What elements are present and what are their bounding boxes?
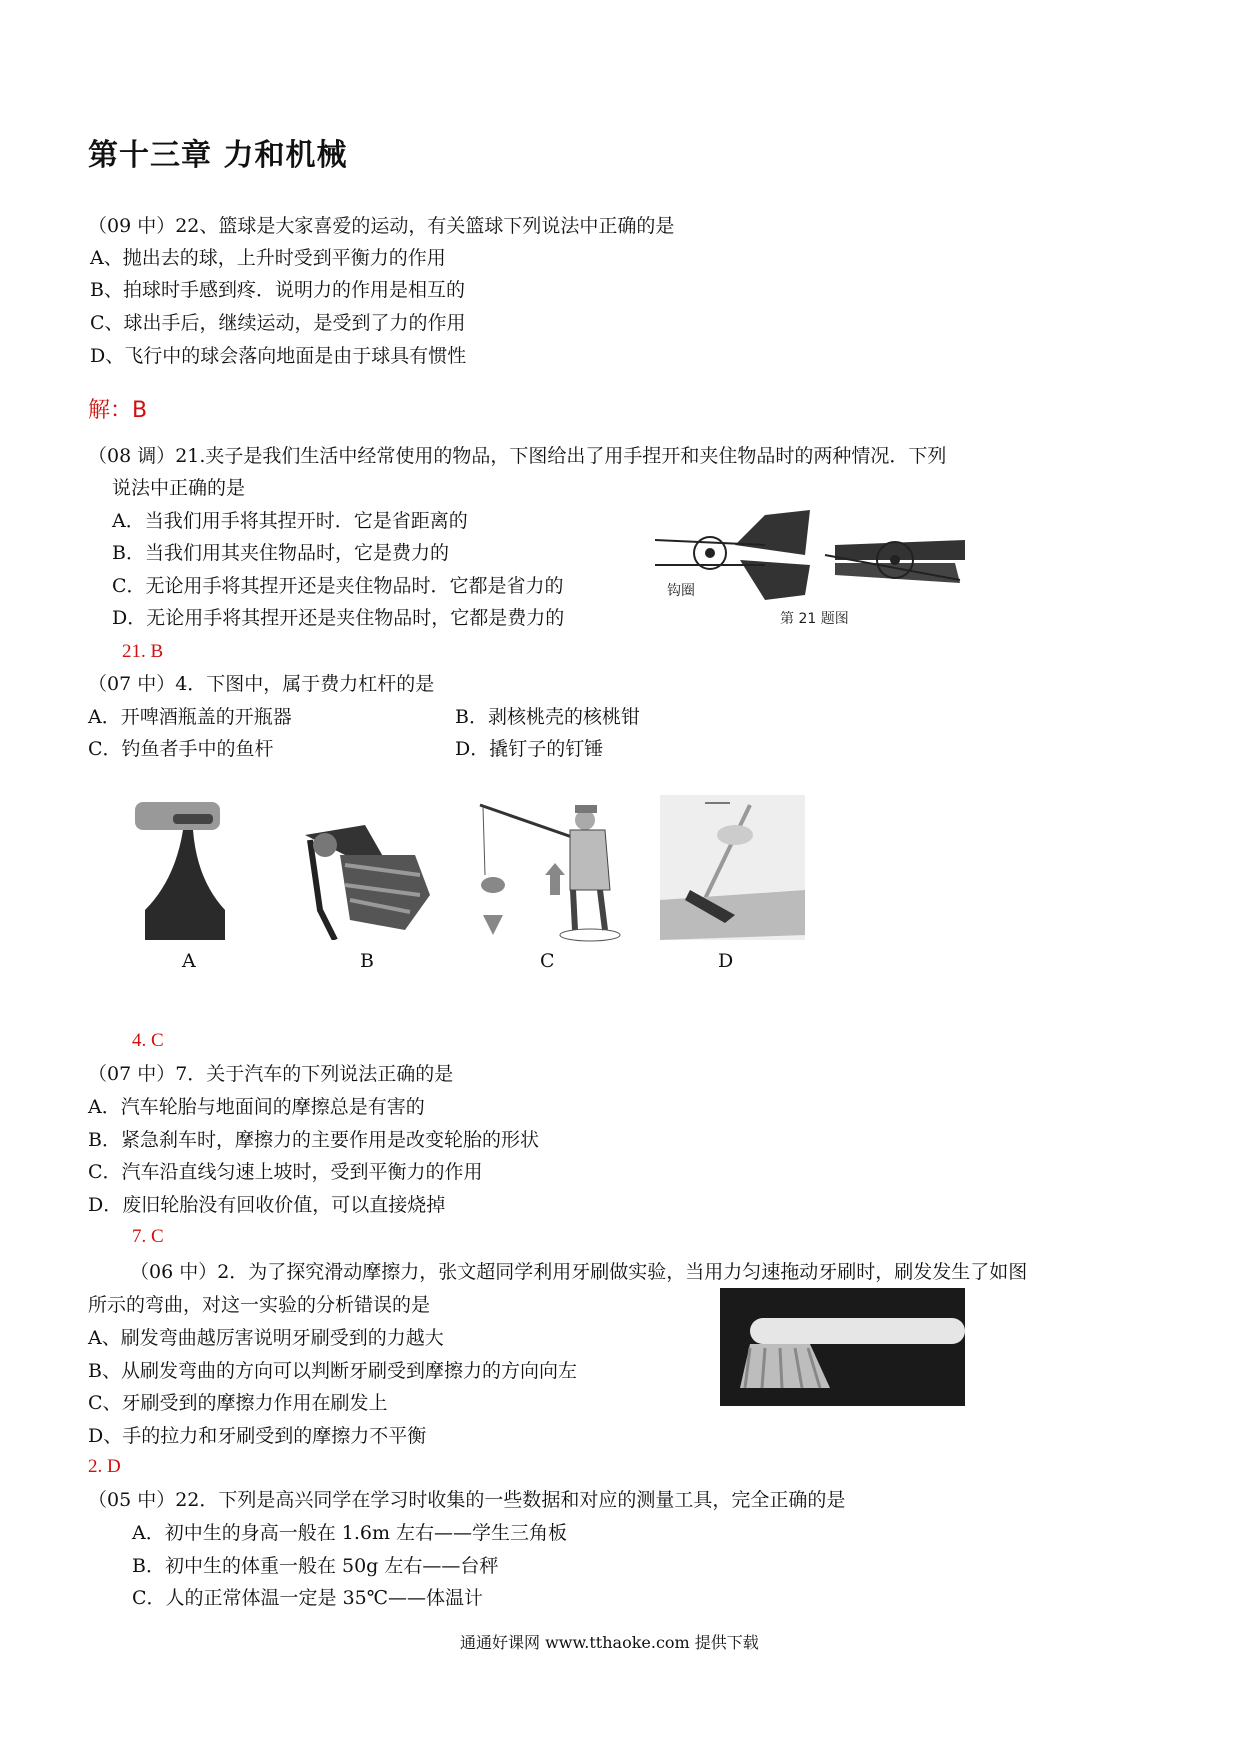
q4-answer: 7. C (132, 1226, 164, 1247)
chapter-title: 第十三章 力和机械 (88, 138, 348, 173)
figure-label-d: D (718, 950, 734, 972)
q5-option-d: D、手的拉力和牙刷受到的摩擦力不平衡 (88, 1425, 427, 1447)
q1-answer: 解：B (88, 398, 148, 423)
q2-stem-line2: 说法中正确的是 (112, 477, 246, 499)
q3-answer: 4. C (132, 1030, 164, 1051)
figure-label-a: A (182, 950, 196, 972)
q3-stem: （07 中）4．下图中，属于费力杠杆的是 (88, 673, 435, 695)
figure-label-b: B (360, 950, 374, 972)
q3-option-d: D．撬钉子的钉锤 (455, 738, 604, 760)
q5-option-c: C、牙刷受到的摩擦力作用在刷发上 (88, 1392, 388, 1414)
bottle-opener-image (125, 800, 235, 940)
q2-option-b: B．当我们用其夹住物品时，它是费力的 (112, 542, 449, 564)
q1-option-d: D、飞行中的球会落向地面是由于球具有惯性 (90, 345, 467, 367)
q4-option-c: C．汽车沿直线匀速上坡时，受到平衡力的作用 (88, 1161, 483, 1183)
q5-option-a: A、刷发弯曲越厉害说明牙刷受到的力越大 (88, 1327, 444, 1349)
q4-stem: （07 中）7．关于汽车的下列说法正确的是 (88, 1063, 454, 1085)
q1-stem: （09 中）22、篮球是大家喜爱的运动，有关篮球下列说法中正确的是 (88, 215, 675, 237)
q6-stem: （05 中）22．下列是高兴同学在学习时收集的一些数据和对应的测量工具，完全正确的是 (88, 1489, 846, 1511)
q4-option-b: B．紧急刹车时，摩擦力的主要作用是改变轮胎的形状 (88, 1129, 539, 1151)
clip-figure-caption: 第 21 题图 (780, 611, 849, 627)
nutcracker-image (295, 800, 435, 940)
page-footer: 通通好课网 www.tthaoke.com 提供下载 (460, 1633, 759, 1652)
q2-option-a: A．当我们用手将其捏开时．它是省距离的 (112, 510, 468, 532)
q3-option-a: A．开啤酒瓶盖的开瓶器 (88, 706, 292, 728)
q4-option-d: D．废旧轮胎没有回收价值，可以直接烧掉 (88, 1194, 446, 1216)
clip-figure (655, 505, 975, 630)
q1-option-a: A、抛出去的球，上升时受到平衡力的作用 (90, 247, 446, 269)
q4-option-a: A．汽车轮胎与地面间的摩擦总是有害的 (88, 1096, 425, 1118)
q6-option-b: B．初中生的体重一般在 50g 左右——台秤 (132, 1555, 499, 1577)
q3-option-c: C．钓鱼者手中的鱼杆 (88, 738, 274, 760)
q6-option-a: A．初中生的身高一般在 1.6m 左右——学生三角板 (132, 1522, 568, 1544)
q2-option-d: D．无论用手将其捏开还是夹住物品时，它都是费力的 (112, 607, 565, 629)
q5-stem-line2: 所示的弯曲，对这一实验的分析错误的是 (88, 1294, 431, 1316)
q5-answer: 2. D (88, 1456, 121, 1477)
q2-answer: 21. B (122, 641, 164, 662)
q1-option-b: B、拍球时手感到疼．说明力的作用是相互的 (90, 279, 465, 301)
q1-option-c: C、球出手后，继续运动，是受到了力的作用 (90, 312, 466, 334)
toothbrush-image (720, 1288, 965, 1406)
q2-option-c: C．无论用手将其捏开还是夹住物品时．它都是省力的 (112, 575, 564, 597)
clip-hook-label: 钩圈 (667, 583, 695, 599)
q5-option-b: B、从刷发弯曲的方向可以判断牙刷受到摩擦力的方向向左 (88, 1360, 577, 1382)
q5-stem-line1: （06 中）2．为了探究滑动摩擦力，张文超同学利用牙刷做实验，当用力匀速拖动牙刷时，刷发发生了如图 (130, 1261, 1028, 1283)
q3-option-b: B．剥核桃壳的核桃钳 (455, 706, 640, 728)
q6-option-c: C．人的正常体温一定是 35℃——体温计 (132, 1587, 484, 1609)
claw-hammer-image (660, 795, 805, 940)
q2-stem-line1: （08 调）21.夹子是我们生活中经常使用的物品，下图给出了用手捏开和夹住物品时的两种情况．下列 (88, 445, 947, 467)
clip-closed-drawing (825, 540, 965, 583)
figure-label-c: C (540, 950, 555, 972)
fishing-image (475, 795, 635, 945)
